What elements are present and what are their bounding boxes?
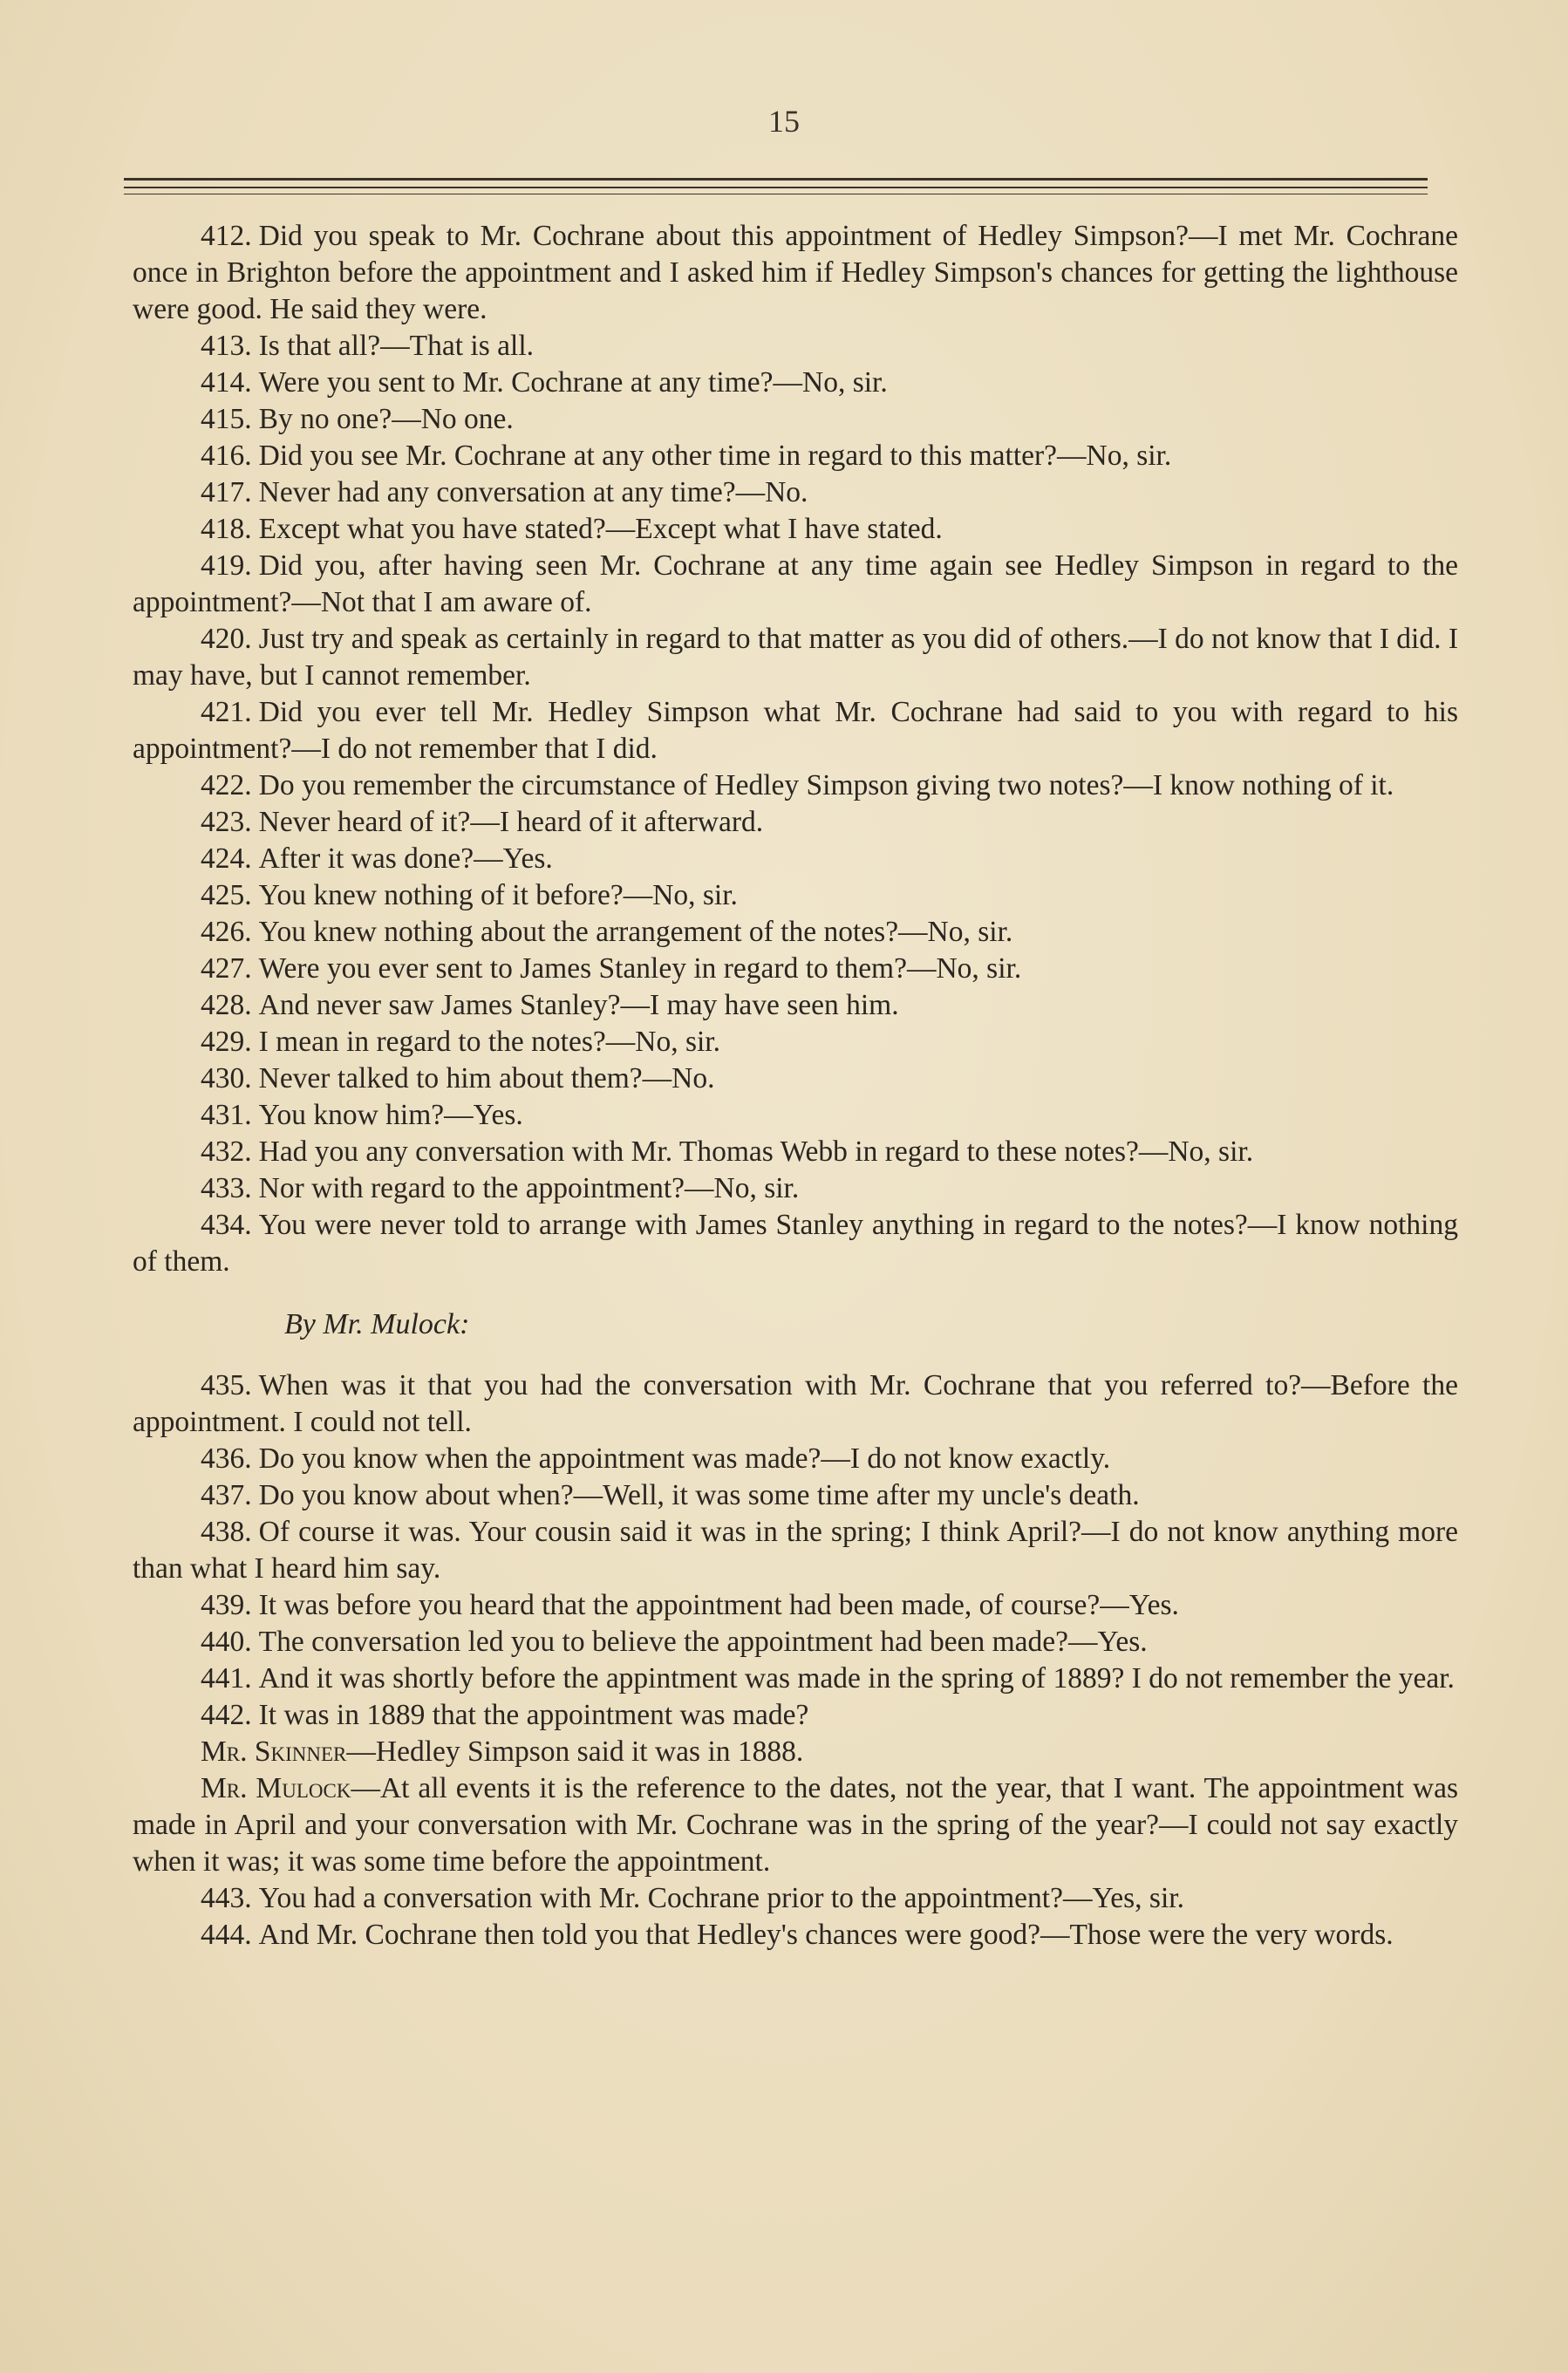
question-number: 434. — [201, 1209, 252, 1241]
question-number: 427. — [201, 952, 252, 985]
question-number: 419. — [201, 549, 252, 582]
question-paragraph — [133, 218, 1458, 328]
question-text: Never had any conversation at any time?—No. — [258, 476, 808, 508]
question-text: Is that all?—That is all. — [258, 330, 534, 362]
question-paragraph — [133, 767, 1458, 804]
question-text: Just try and speak as certainly in regard to that matter as you did of others.—I do not know that I did. I may have, but I cannot remember. — [133, 623, 1458, 692]
question-text: Were you sent to Mr. Cochrane at any time?—No, sir. — [258, 366, 888, 399]
question-number: 431. — [201, 1099, 252, 1131]
speaker-text: —Hedley Simpson said it was in 1888. — [346, 1735, 804, 1768]
question-paragraph — [133, 548, 1458, 621]
question-number: 418. — [201, 513, 252, 545]
testimony-block-b — [133, 1367, 1458, 1734]
question-text: Of course it was. Your cousin said it was in the spring; I think April?—I do not know anything more than what I heard him say. — [133, 1516, 1458, 1585]
question-number: 433. — [201, 1172, 252, 1204]
question-paragraph — [133, 841, 1458, 877]
question-number: 416. — [201, 440, 252, 472]
question-text: Had you any conversation with Mr. Thomas Webb in regard to these notes?—No, sir. — [258, 1135, 1254, 1168]
question-paragraph — [133, 877, 1458, 914]
header-rule-top — [124, 178, 1428, 181]
question-paragraph — [133, 1477, 1458, 1514]
speaker-name: Mr. Mulock — [201, 1772, 351, 1804]
question-number: 417. — [201, 476, 252, 508]
question-paragraph — [133, 914, 1458, 951]
question-text: Do you remember the circumstance of Hedley Simpson giving two notes?—I know nothing of it. — [258, 769, 1394, 801]
question-number: 426. — [201, 916, 252, 948]
question-number: 436. — [201, 1442, 252, 1475]
question-paragraph — [133, 1170, 1458, 1207]
question-paragraph — [133, 804, 1458, 841]
question-text: Did you see Mr. Cochrane at any other time in regard to this matter?—No, sir. — [258, 440, 1172, 472]
question-number: 437. — [201, 1479, 252, 1511]
question-text: Do you know when the appointment was made?—I do not know exactly. — [258, 1442, 1111, 1475]
examiner-heading: By Mr. Mulock: — [284, 1308, 470, 1340]
question-text: You knew nothing about the arrangement of the notes?—No, sir. — [258, 916, 1013, 948]
question-text: It was in 1889 that the appointment was made? — [258, 1699, 809, 1731]
question-number: 414. — [201, 366, 252, 399]
question-paragraph — [133, 511, 1458, 548]
question-number: 442. — [201, 1699, 252, 1731]
question-number: 422. — [201, 769, 252, 801]
question-number: 430. — [201, 1062, 252, 1094]
question-text: You knew nothing of it before?—No, sir. — [258, 879, 738, 911]
speaker-paragraph-mulock — [133, 1770, 1458, 1880]
question-text: And never saw James Stanley?—I may have seen him. — [258, 989, 899, 1021]
question-paragraph — [133, 1024, 1458, 1060]
testimony-body — [133, 218, 1458, 1954]
question-text: Did you, after having seen Mr. Cochrane at any time again see Hedley Simpson in regard to the appointment?—Not that I am aware of. — [133, 549, 1458, 618]
question-text: Did you ever tell Mr. Hedley Simpson what Mr. Cochrane had said to you with regard to his appointment?—I do not remember that I did. — [133, 696, 1458, 765]
question-number: 420. — [201, 623, 252, 655]
question-text: You know him?—Yes. — [258, 1099, 523, 1131]
question-paragraph — [133, 1624, 1458, 1660]
question-text: It was before you heard that the appointment had been made, of course?—Yes. — [258, 1589, 1179, 1621]
question-paragraph — [133, 1880, 1458, 1917]
question-text: Never talked to him about them?—No. — [258, 1062, 715, 1094]
header-rule-middle — [124, 187, 1428, 188]
testimony-block-a — [133, 218, 1458, 1280]
question-paragraph — [133, 1060, 1458, 1097]
question-paragraph — [133, 474, 1458, 511]
speaker-paragraph-skinner — [133, 1734, 1458, 1770]
question-text: You had a conversation with Mr. Cochrane prior to the appointment?—Yes, sir. — [258, 1882, 1184, 1914]
question-text: Nor with regard to the appointment?—No, sir. — [258, 1172, 800, 1204]
question-paragraph — [133, 1660, 1458, 1697]
question-text: After it was done?—Yes. — [258, 842, 553, 875]
question-paragraph — [133, 438, 1458, 474]
question-text: I mean in regard to the notes?—No, sir. — [258, 1026, 720, 1058]
question-text: When was it that you had the conversation with Mr. Cochrane that you referred to?—Before the appointment. I could not tell. — [133, 1369, 1458, 1438]
question-text: Did you speak to Mr. Cochrane about this appointment of Hedley Simpson?—I met Mr. Cochrane once in Brighton before the appointment and I asked him if Hedley Simpson's chances for getting the lighthouse were good. He said they were. — [133, 220, 1458, 325]
question-text: The conversation led you to believe the appointment had been made?—Yes. — [258, 1626, 1148, 1658]
question-text: And it was shortly before the appintment was made in the spring of 1889? I do not remember the year. — [258, 1662, 1455, 1695]
question-paragraph — [133, 1697, 1458, 1734]
question-paragraph — [133, 1207, 1458, 1280]
question-paragraph — [133, 1587, 1458, 1624]
question-number: 435. — [201, 1369, 252, 1401]
question-number: 439. — [201, 1589, 252, 1621]
question-number: 412. — [201, 220, 252, 252]
question-paragraph — [133, 1367, 1458, 1441]
question-paragraph — [133, 328, 1458, 365]
speaker-text: —At all events it is the reference to the dates, not the year, that I want. The appointment was made in April and your conversation with Mr. Cochrane was in the spring of the year?—I could not say exactly when it was; it was some time before the appointment. — [133, 1772, 1458, 1878]
question-number: 413. — [201, 330, 252, 362]
question-text: By no one?—No one. — [258, 403, 514, 435]
question-text: You were never told to arrange with James Stanley anything in regard to the notes?—I know nothing of them. — [133, 1209, 1458, 1278]
question-number: 429. — [201, 1026, 252, 1058]
question-paragraph — [133, 694, 1458, 767]
question-number: 444. — [201, 1919, 252, 1951]
question-text: Except what you have stated?—Except what I have stated. — [258, 513, 943, 545]
question-paragraph — [133, 401, 1458, 438]
testimony-block-c — [133, 1880, 1458, 1954]
question-number: 425. — [201, 879, 252, 911]
question-paragraph — [133, 1514, 1458, 1587]
question-paragraph — [133, 1134, 1458, 1170]
question-text: Were you ever sent to James Stanley in regard to them?—No, sir. — [258, 952, 1022, 985]
question-paragraph — [133, 621, 1458, 694]
question-paragraph — [133, 1441, 1458, 1477]
question-text: Never heard of it?—I heard of it afterward. — [258, 806, 764, 838]
question-number: 432. — [201, 1135, 252, 1168]
question-number: 441. — [201, 1662, 252, 1695]
question-number: 423. — [201, 806, 252, 838]
question-text: And Mr. Cochrane then told you that Hedley's chances were good?—Those were the very words. — [258, 1919, 1394, 1951]
question-paragraph — [133, 1917, 1458, 1954]
question-paragraph — [133, 365, 1458, 401]
question-number: 428. — [201, 989, 252, 1021]
question-number: 424. — [201, 842, 252, 875]
question-number: 438. — [201, 1516, 252, 1548]
question-number: 421. — [201, 696, 252, 728]
question-paragraph — [133, 951, 1458, 987]
question-paragraph — [133, 987, 1458, 1024]
question-number: 440. — [201, 1626, 252, 1658]
question-paragraph — [133, 1097, 1458, 1134]
question-text: Do you know about when?—Well, it was some time after my uncle's death. — [258, 1479, 1140, 1511]
question-number: 443. — [201, 1882, 252, 1914]
page-number: 15 — [768, 104, 800, 139]
speaker-name: Mr. Skinner — [201, 1735, 347, 1768]
question-number: 415. — [201, 403, 252, 435]
